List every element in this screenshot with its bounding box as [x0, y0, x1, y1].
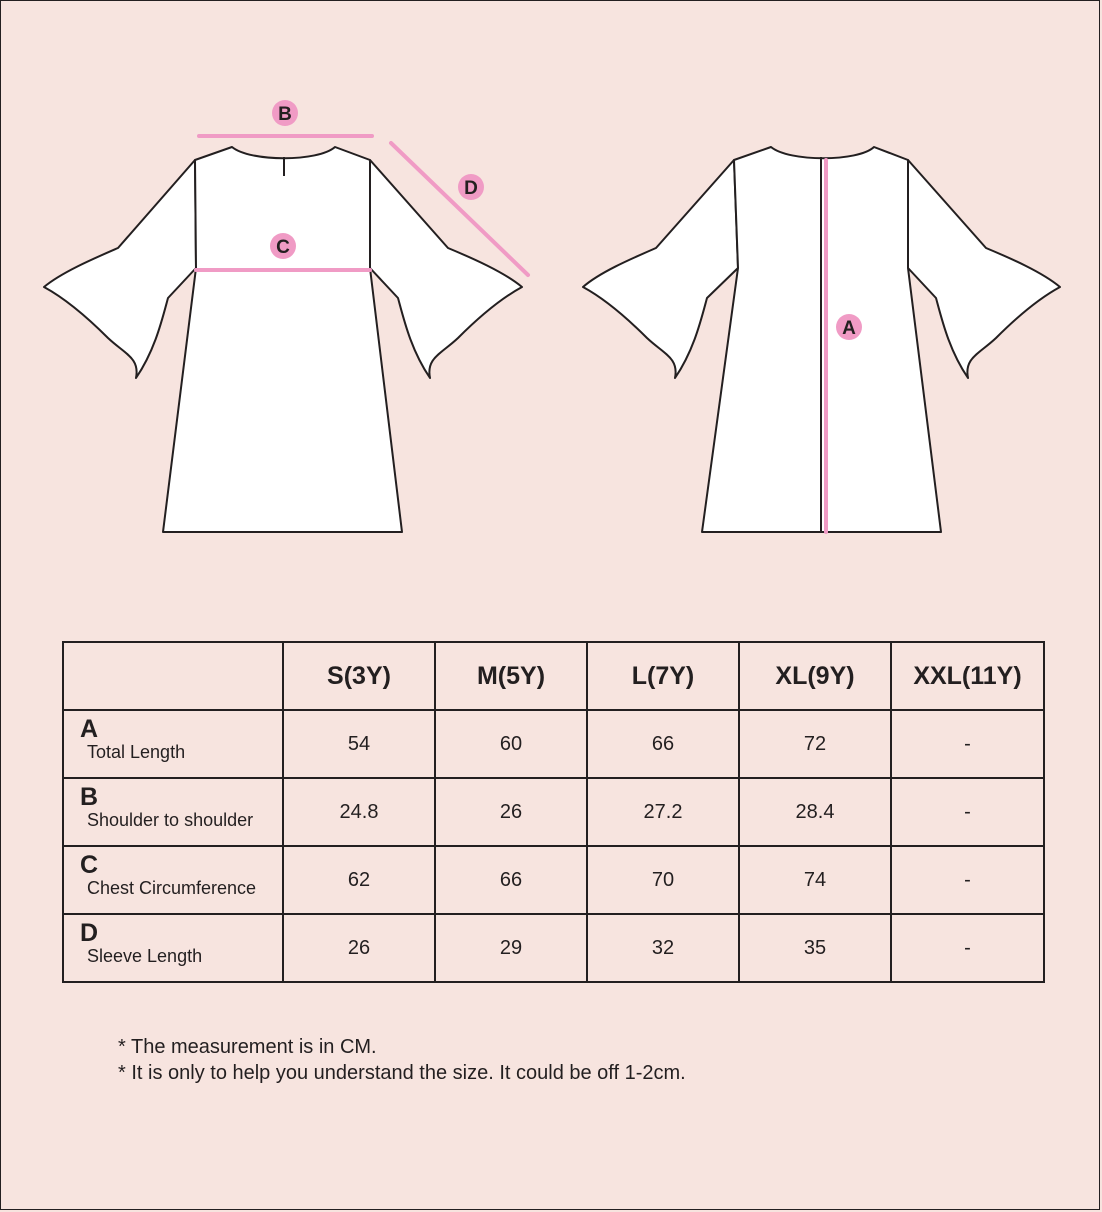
row-letter: C — [80, 851, 99, 879]
marker-d-label: D — [464, 178, 478, 199]
table-row — [63, 778, 1044, 846]
header-cell-xl: XL(9Y) — [739, 642, 891, 710]
marker-d — [458, 174, 484, 200]
row-name: Shoulder to shoulder — [87, 810, 254, 830]
table-row — [63, 914, 1044, 982]
row-label-d — [63, 914, 283, 982]
marker-a-label: A — [842, 318, 856, 339]
table-cell: 60 — [435, 710, 587, 778]
row-label-c — [63, 846, 283, 914]
row-name: Chest Circumference — [87, 878, 257, 898]
front-left-sleeve — [44, 160, 196, 378]
back-left-sleeve — [583, 160, 738, 378]
header-cell-xxl: XXL(11Y) — [891, 642, 1044, 710]
header-cell-blank — [63, 642, 283, 710]
row-name: Sleeve Length — [87, 946, 203, 966]
header-cell-s: S(3Y) — [283, 642, 435, 710]
table-cell: 29 — [435, 914, 587, 982]
back-right-sleeve — [908, 160, 1060, 378]
table-cell: - — [891, 846, 1044, 914]
marker-c-label: C — [276, 237, 290, 258]
table-row — [63, 846, 1044, 914]
size-table — [62, 641, 1045, 983]
garment-diagram — [0, 0, 1102, 600]
table-cell: 54 — [283, 710, 435, 778]
marker-b-label: B — [278, 104, 292, 125]
row-letter: D — [80, 919, 99, 947]
row-label-a — [63, 710, 283, 778]
table-row — [63, 710, 1044, 778]
table-cell: 27.2 — [587, 778, 739, 846]
marker-c — [270, 233, 296, 259]
front-right-sleeve — [370, 160, 522, 378]
table-cell: 24.8 — [283, 778, 435, 846]
row-letter: B — [80, 783, 99, 811]
header-cell-l: L(7Y) — [587, 642, 739, 710]
header-cell-m: M(5Y) — [435, 642, 587, 710]
row-label-b — [63, 778, 283, 846]
front-body — [163, 147, 402, 532]
table-cell: 66 — [587, 710, 739, 778]
row-name: Total Length — [87, 742, 186, 762]
row-letter: A — [80, 715, 99, 743]
notes — [118, 1034, 686, 1086]
table-cell: 26 — [435, 778, 587, 846]
table-cell: 72 — [739, 710, 891, 778]
table-cell: 62 — [283, 846, 435, 914]
marker-a — [836, 314, 862, 340]
table-cell: - — [891, 710, 1044, 778]
note-tolerance: * It is only to help you understand the size. It could be off 1-2cm. — [118, 1062, 686, 1084]
table-cell: - — [891, 778, 1044, 846]
table-cell: 32 — [587, 914, 739, 982]
back-view — [583, 147, 1060, 532]
table-cell: 66 — [435, 846, 587, 914]
note-unit: * The measurement is in CM. — [118, 1036, 377, 1058]
front-view — [44, 147, 522, 532]
marker-b — [272, 100, 298, 126]
table-cell: 70 — [587, 846, 739, 914]
table-cell: 35 — [739, 914, 891, 982]
table-cell: - — [891, 914, 1044, 982]
table-cell: 28.4 — [739, 778, 891, 846]
table-cell: 26 — [283, 914, 435, 982]
garment-svg — [0, 0, 1102, 600]
table-header-row — [63, 642, 1044, 710]
table-cell: 74 — [739, 846, 891, 914]
